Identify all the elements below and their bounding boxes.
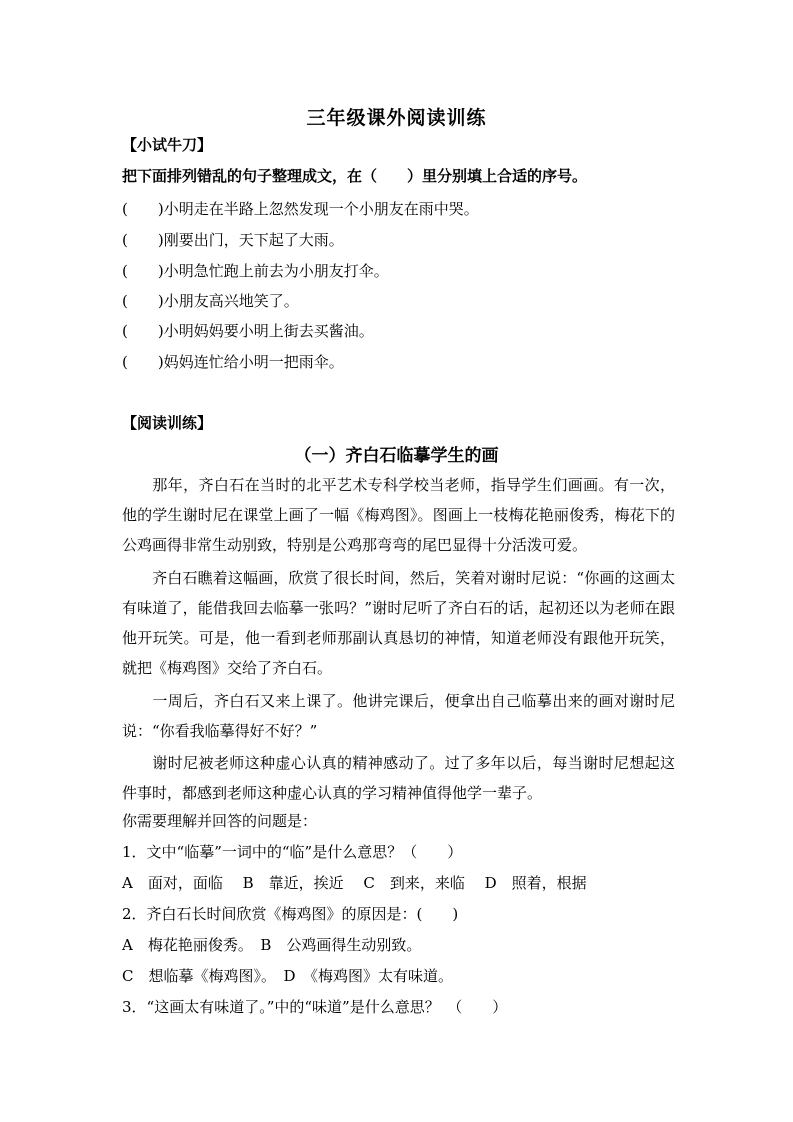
ordering-item: ( )小明妈妈要小明上街去买酱油。: [122, 322, 374, 340]
page-title: 三年级课外阅读训练: [306, 107, 487, 129]
question-prompt: 3．“这画太有味道了。”中的“味道”是什么意思？ （ ）: [122, 998, 508, 1016]
question-options: A 面对，面临 B 靠近，挨近 C 到来，来临 D 照着，根据: [122, 874, 587, 892]
story-paragraph: 一周后，齐白石又来上课了。他讲完课后，便拿出自己临摹出来的画对谢时尼说：“你看我临摹得好不好？”: [122, 692, 675, 740]
section-heading-practice: 【小试牛刀】: [122, 136, 213, 154]
section-heading-reading: 【阅读训练】: [122, 414, 213, 432]
instruction-text: 把下面排列错乱的句子整理成文，在（ ）里分别填上合适的序号。: [122, 167, 588, 185]
question-options: C 想临摹《梅鸡图》。 D 《梅鸡图》太有味道。: [122, 967, 454, 985]
story-paragraph: 齐白石瞧着这幅画，欣赏了很长时间，然后，笑着对谢时尼说：“你画的这画太有味道了，能借我回去临摹一张吗？”谢时尼听了齐白石的话，起初还以为老师在跟他开玩笑。可是，他一看到老师那副认真恳切的神情，知道老师没有跟他开玩笑，就把《梅鸡图》交给了齐白石。: [122, 569, 675, 677]
ordering-item: ( )刚要出门，天下起了大雨。: [122, 231, 344, 249]
ordering-item: ( )妈妈连忙给小明一把雨伞。: [122, 353, 344, 371]
ordering-item: ( )小明走在半路上忽然发现一个小朋友在雨中哭。: [122, 200, 479, 218]
question-prompt: 1．文中“临摹”一词中的“临”是什么意思？（ ）: [122, 843, 463, 861]
ordering-item: ( )小朋友高兴地笑了。: [122, 292, 299, 310]
story-paragraph: 那年，齐白石在当时的北平艺术专科学校当老师，指导学生们画画。有一次，他的学生谢时尼在课堂上画了一幅《梅鸡图》。图画上一枝梅花艳丽俊秀，梅花下的公鸡画得非常生动别致，特别是公鸡那弯弯的尾巴显得十分活泼可爱。: [122, 476, 675, 554]
ordering-item: ( )小明急忙跑上前去为小朋友打伞。: [122, 262, 389, 280]
question-prompt: 2．齐白石长时间欣赏《梅鸡图》的原因是：( ): [122, 905, 459, 923]
questions-intro: 你需要理解并回答的问题是：: [122, 812, 318, 830]
story-title: （一）齐白石临摹学生的画: [294, 446, 499, 466]
question-options: A 梅花艳丽俊秀。 B 公鸡画得生动别致。: [122, 936, 422, 954]
story-paragraph: 谢时尼被老师这种虚心认真的精神感动了。过了多年以后，每当谢时尼想起这件事时，都感到老师这种虚心认真的学习精神值得他学一辈子。: [122, 754, 675, 802]
